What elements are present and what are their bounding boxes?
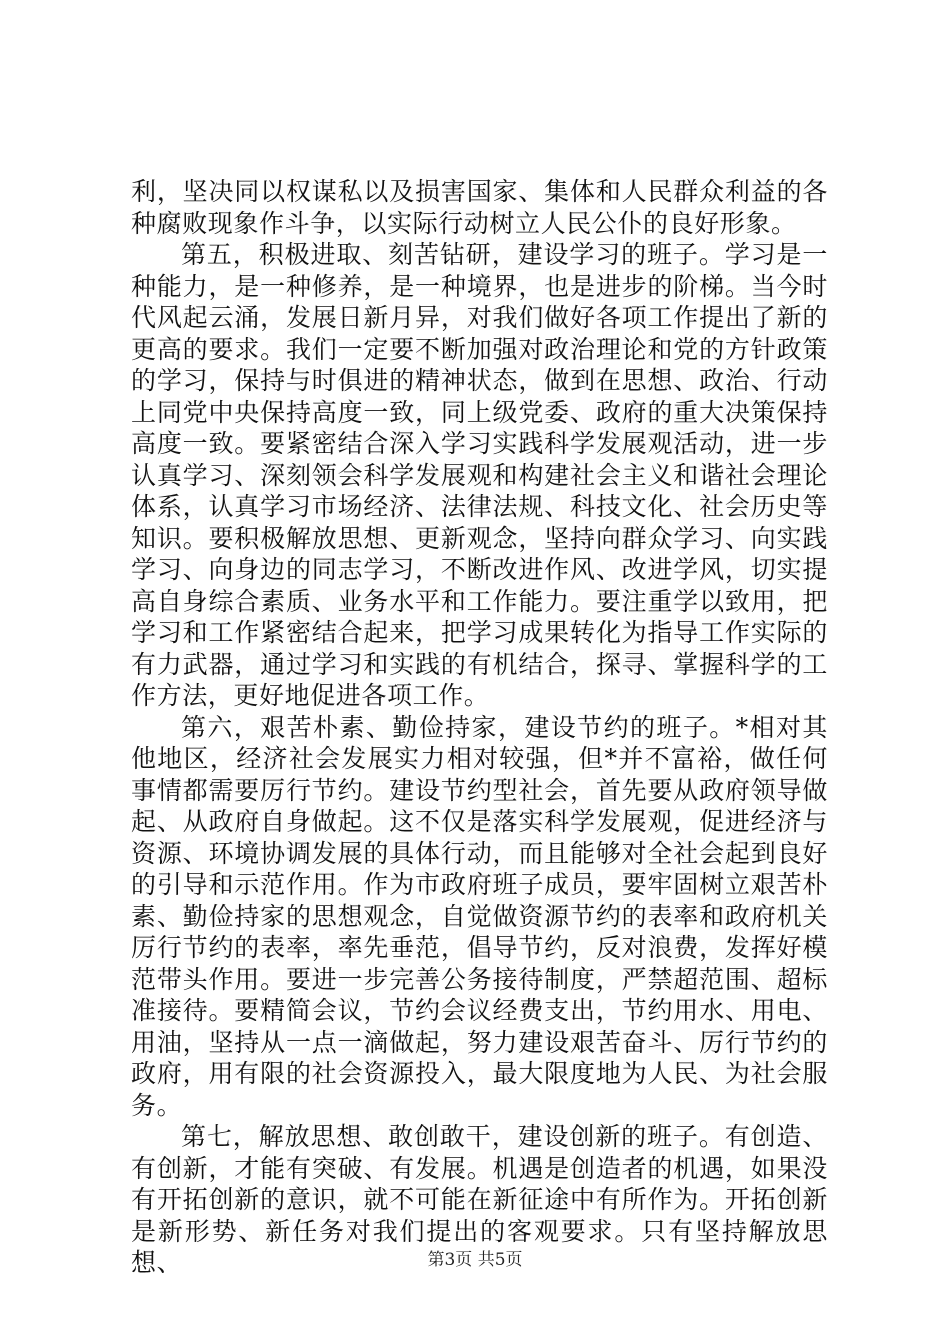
paragraph-fifth: 第五，积极进取、刻苦钻研，建设学习的班子。学习是一种能力，是一种修养，是一种境界，也是进步的阶梯。当今时代风起云涌，发展日新月异，对我们做好各项工作提出了新的更高的要求。我们一定要不断加强对政治理论和党的方针政策的学习，保持与时俱进的精神状态，做到在思想、政治、行动上同党中央保持高度一致，同上级党委、政府的重大决策保持高度一致。要紧密结合深入学习实践科学发展观活动，进一步认真学习、深刻领会科学发展观和构建社会主义和谐社会理论体系，认真学习市场经济、法律法规、科技文化、社会历史等知识。要积极解放思想、更新观念，坚持向群众学习、向实践学习、向身边的同志学习，不断改进作风、改进学风，切实提高自身综合素质、业务水平和工作能力。要注重学以致用，把学习和工作紧密结合起来，把学习成果转化为指导工作实际的有力武器，通过学习和实践的有机结合，探寻、掌握科学的工作方法，更好地促进各项工作。: [131, 240, 828, 710]
document-body: [131, 176, 828, 1279]
paragraph-continuation: 利，坚决同以权谋私以及损害国家、集体和人民群众利益的各种腐败现象作斗争，以实际行动树立人民公仆的良好形象。: [131, 177, 828, 238]
page-footer: 第3页 共5页: [427, 1250, 523, 1270]
paragraph-sixth: 第六，艰苦朴素、勤俭持家，建设节约的班子。*相对其他地区，经济社会发展实力相对较强，但*并不富裕，做任何事情都需要厉行节约。建设节约型社会，首先要从政府领导做起、从政府自身做起。这不仅是落实科学发展观，促进经济与资源、环境协调发展的具体行动，而且能够对全社会起到良好的引导和示范作用。作为市政府班子成员，要牢固树立艰苦朴素、勤俭持家的思想观念，自觉做资源节约的表率和政府机关厉行节约的表率，率先垂范，倡导节约，反对浪费，发挥好模范带头作用。要进一步完善公务接待制度，严禁超范围、超标准接待。要精简会议，节约会议经费支出，节约用水、用电、用油，坚持从一点一滴做起，努力建设艰苦奋斗、厉行节约的政府，用有限的社会资源投入，最大限度地为人民、为社会服务。: [131, 712, 828, 1120]
paragraph-seventh: 第七，解放思想、敢创敢干，建设创新的班子。有创造、有创新，才能有突破、有发展。机遇是创造者的机遇，如果没有开拓创新的意识，就不可能在新征途中有所作为。开拓创新是新形势、新任务对我们提出的客观要求。只有坚持解放思想、: [131, 1122, 828, 1277]
